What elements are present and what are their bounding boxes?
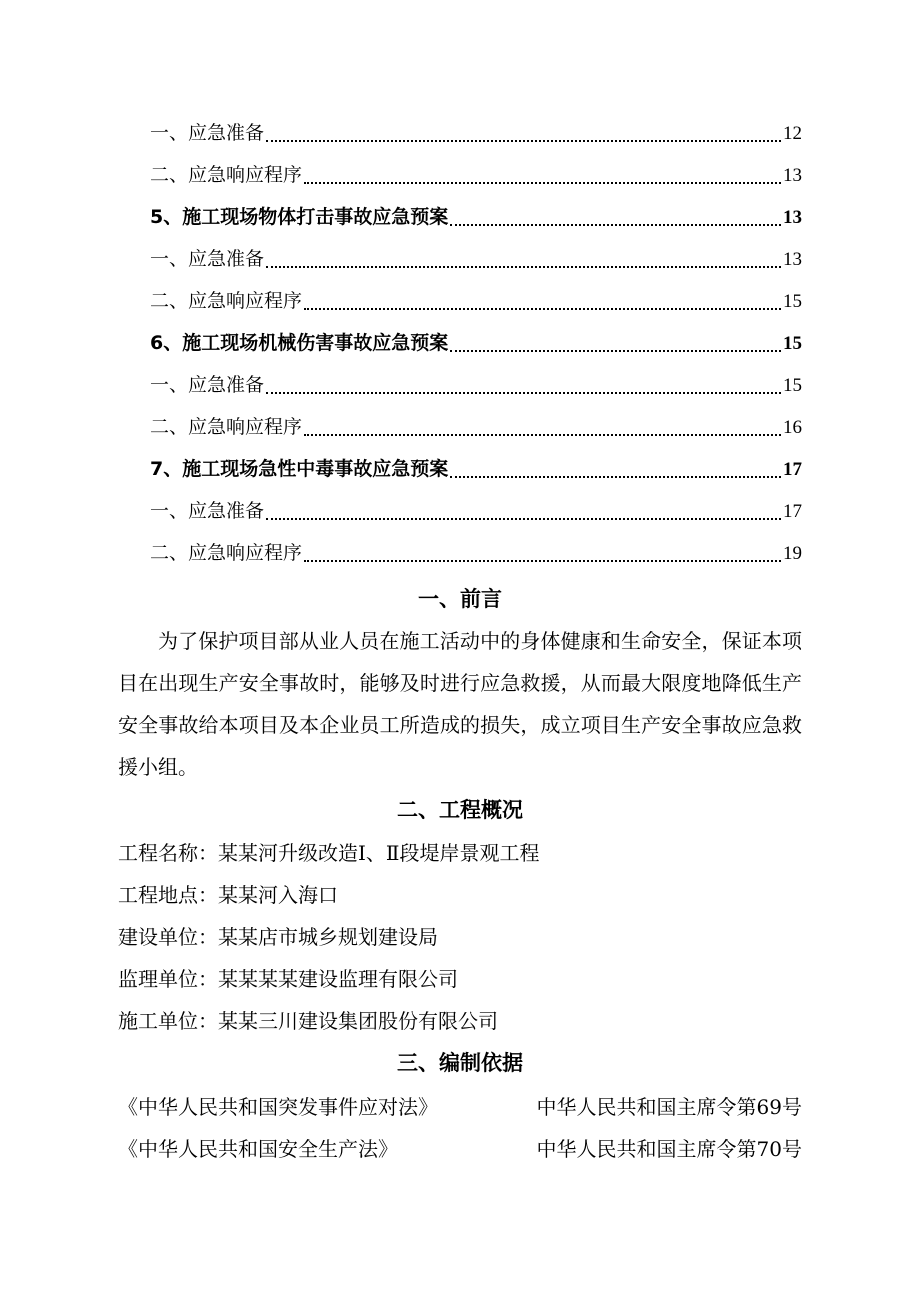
toc-entry[interactable] bbox=[118, 280, 802, 322]
toc-leader-dots bbox=[304, 560, 781, 562]
toc-entry-title: 一、应急准备 bbox=[150, 500, 265, 522]
toc-leader-dots bbox=[450, 476, 781, 478]
project-name: 工程名称：某某河升级改造Ⅰ、Ⅱ段堤岸景观工程 bbox=[118, 841, 540, 865]
project-location: 工程地点：某某河入海口 bbox=[118, 883, 338, 907]
toc-leader-dots bbox=[450, 224, 781, 226]
law-name: 《中华人民共和国突发事件应对法》 bbox=[118, 1095, 438, 1119]
toc-entry-title: 6、施工现场机械伤害事故应急预案 bbox=[150, 332, 449, 354]
toc-leader-dots bbox=[304, 308, 781, 310]
table-of-contents bbox=[118, 112, 802, 574]
toc-entry-page: 12 bbox=[783, 123, 802, 144]
law-order: 中华人民共和国主席令第69号 bbox=[536, 1095, 802, 1119]
toc-leader-dots bbox=[266, 140, 781, 142]
law-list bbox=[118, 1086, 802, 1170]
law-order: 中华人民共和国主席令第70号 bbox=[536, 1137, 802, 1161]
toc-chapter-entry[interactable] bbox=[118, 322, 802, 364]
toc-entry-page: 15 bbox=[783, 333, 802, 354]
toc-entry[interactable] bbox=[118, 532, 802, 574]
toc-leader-dots bbox=[304, 182, 781, 184]
law-item bbox=[118, 1128, 802, 1170]
supervision-unit: 监理单位：某某某某建设监理有限公司 bbox=[118, 967, 458, 991]
toc-chapter-entry[interactable] bbox=[118, 448, 802, 490]
toc-entry-title: 一、应急准备 bbox=[150, 374, 265, 396]
toc-leader-dots bbox=[266, 266, 781, 268]
toc-leader-dots bbox=[304, 434, 781, 436]
toc-entry-title: 一、应急准备 bbox=[150, 248, 265, 270]
toc-entry[interactable] bbox=[118, 364, 802, 406]
toc-entry-title: 5、施工现场物体打击事故应急预案 bbox=[150, 206, 449, 228]
toc-entry[interactable] bbox=[118, 112, 802, 154]
toc-entry[interactable] bbox=[118, 238, 802, 280]
toc-entry[interactable] bbox=[118, 154, 802, 196]
toc-entry-page: 17 bbox=[783, 501, 802, 522]
toc-entry-title: 二、应急响应程序 bbox=[150, 164, 303, 186]
toc-entry[interactable] bbox=[118, 490, 802, 532]
toc-leader-dots bbox=[450, 350, 781, 352]
toc-entry-title: 二、应急响应程序 bbox=[150, 542, 303, 564]
construction-owner: 建设单位：某某店市城乡规划建设局 bbox=[118, 925, 438, 949]
toc-entry-page: 17 bbox=[783, 459, 802, 480]
toc-entry-page: 13 bbox=[783, 165, 802, 186]
basis-heading: 三、编制依据 bbox=[397, 1051, 523, 1075]
toc-entry-title: 二、应急响应程序 bbox=[150, 416, 303, 438]
preface-heading: 一、前言 bbox=[418, 587, 502, 611]
toc-entry-page: 15 bbox=[783, 291, 802, 312]
toc-leader-dots bbox=[266, 392, 781, 394]
toc-entry-title: 一、应急准备 bbox=[150, 122, 265, 144]
toc-chapter-entry[interactable] bbox=[118, 196, 802, 238]
project-info-list bbox=[118, 832, 802, 1042]
overview-heading: 二、工程概况 bbox=[397, 798, 523, 822]
toc-entry-page: 16 bbox=[783, 417, 802, 438]
law-name: 《中华人民共和国安全生产法》 bbox=[118, 1137, 398, 1161]
preface-paragraph: 为了保护项目部从业人员在施工活动中的身体健康和生命安全，保证本项目在出现生产安全事故时，能够及时进行应急救援，从而最大限度地降低生产安全事故给本项目及本企业员工所造成的损失，成立项目生产安全事故应急救援小组。 bbox=[118, 629, 802, 779]
toc-leader-dots bbox=[266, 518, 781, 520]
toc-entry-title: 7、施工现场急性中毒事故应急预案 bbox=[150, 458, 449, 480]
toc-entry[interactable] bbox=[118, 406, 802, 448]
toc-entry-page: 13 bbox=[783, 207, 802, 228]
toc-entry-page: 15 bbox=[783, 375, 802, 396]
toc-entry-title: 二、应急响应程序 bbox=[150, 290, 303, 312]
law-item bbox=[118, 1086, 802, 1128]
toc-entry-page: 13 bbox=[783, 249, 802, 270]
contractor-unit: 施工单位：某某三川建设集团股份有限公司 bbox=[118, 1009, 498, 1033]
toc-entry-page: 19 bbox=[783, 543, 802, 564]
